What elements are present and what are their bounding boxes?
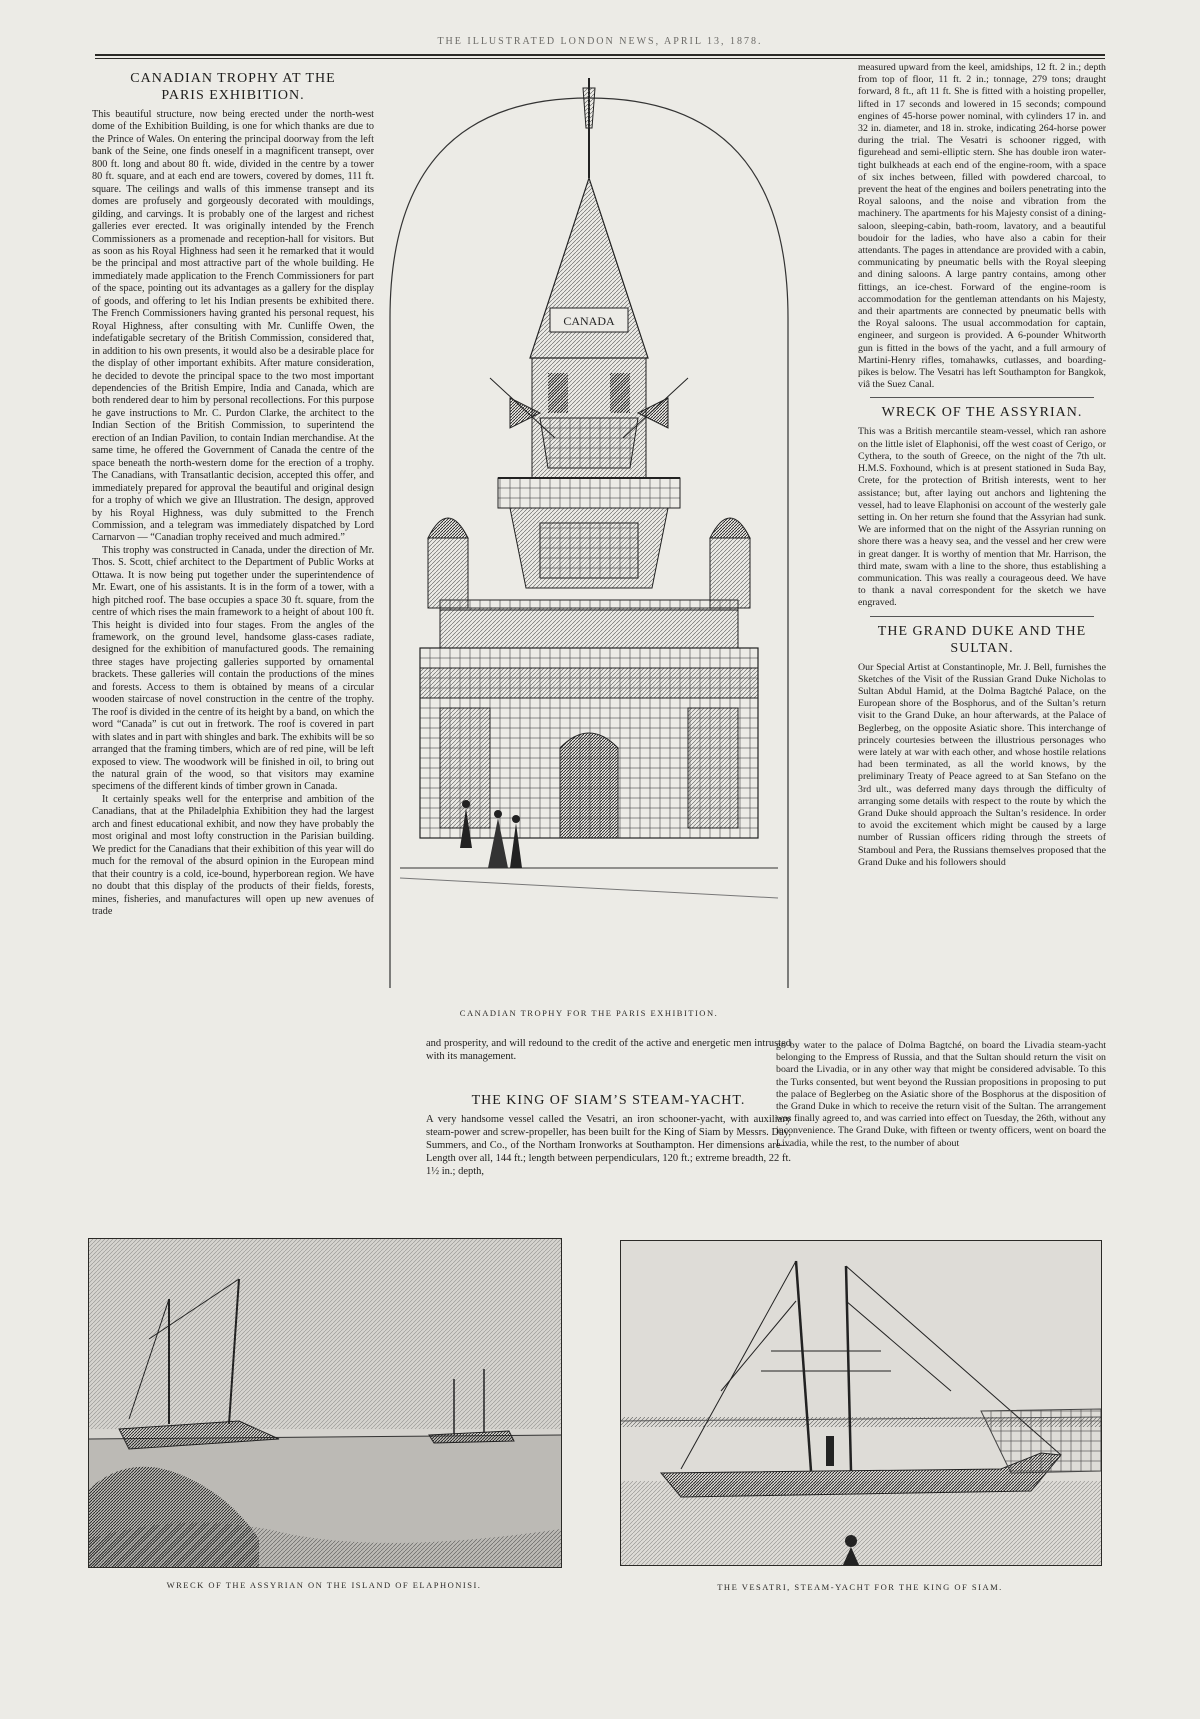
canadian-paragraph-4: and prosperity, and will redound to the credit of the active and energetic men intrusted with its management.	[426, 1038, 791, 1062]
canadian-heading-line-2: PARIS EXHIBITION.	[161, 88, 305, 103]
assyrian-heading: WRECK OF THE ASSYRIAN.	[881, 405, 1083, 421]
wreck-caption: WRECK OF THE ASSYRIAN ON THE ISLAND OF ELAPHONISI.	[166, 1580, 482, 1590]
siam-continuation	[426, 1038, 791, 1066]
siam-paragraph-1: A very handsome vessel called the Vesatri, an iron schooner-yacht, with auxiliary steam-power and screw-propeller, has been built for the King of Siam by Messrs. Day, Summers, and Co., of the Northam Ironworks at Southampton. Her dimensions are—Length over all, 144 ft.; length between perpendiculars, 120 ft.; extreme breadth, 22 ft. 1½ in.; depth,	[426, 1114, 791, 1177]
siam-article	[426, 1092, 791, 1212]
canada-sign: CANADA	[563, 314, 615, 328]
vesatri-caption: THE VESATRI, STEAM-YACHT FOR THE KING OF SIAM.	[717, 1582, 1003, 1592]
top-rule	[95, 54, 1105, 56]
grandduke-continuation	[776, 1040, 1106, 1212]
divider	[870, 616, 1094, 617]
canadian-trophy-illustration	[380, 68, 798, 998]
masthead: THE ILLUSTRATED LONDON NEWS, APRIL 13, 1878.	[437, 36, 763, 47]
vesatri-engraving	[621, 1241, 1101, 1565]
siam-paragraph-2: measured upward from the keel, amidships, 12 ft. 2 in.; depth from top of floor, 11 ft. 2 in.; tonnage, 279 tons; draught forward, 8 ft., aft 11 ft. She is fitted with a hoisting propeller, lifted in 17 seconds and lowered in 15 seconds; compound engines of 45-horse power nominal, with cylinders 17 in. and 32 in. diameter, and 18 in. stroke, indicating 264-horse power during the trial. The Vesatri is schooner rigged, with figurehead and semi-elliptic stern. She has double iron water-tight bulkheads at each end of the engine-room, with a space of six inches between, filled with powdered charcoal, to prevent the heat of the engines and boilers penetrating into the Royal saloons, and the noise and vibration from the machinery. The apartments for his Majesty consist of a dining-saloon, sleeping-cabin, bath-room, lavatory, and a beautiful boudoir for the ladies, who have also a cabin for their attendants. The pages in attendance are provided with a cabin, communicating by pneumatic bells with the Royal sleeping and dining saloons. A large pantry contains, among other fittings, an ice-chest. Forward of the engine-room is accommodation for the gentleman attendants on his Majesty, and their apartments are connected by pneumatic bells with the Royal saloons. The usual accommodation for captain, engineer, and surgeon is provided. A 6-pounder Whitworth gun is fitted in the bows of the yacht, and a full armoury of Martini-Henry rifles, tomahawks, cutlasses, and boarding-pikes is below. The Vesatri has left Southampton for Bangkok, viâ the Suez Canal.	[858, 62, 1106, 391]
wreck-illustration	[88, 1238, 562, 1568]
grandduke-heading-line-2: SULTAN.	[950, 640, 1014, 656]
grandduke-heading	[858, 623, 1106, 657]
trophy-caption: CANADIAN TROPHY FOR THE PARIS EXHIBITION.	[459, 1008, 719, 1018]
assyrian-paragraph-1: This was a British mercantile steam-vessel, which ran ashore on the little islet of Elaphonisi, off the west coast of Cerigo, or Cythera, to the south of Greece, on the night of the 7th ult. H.M.S. Foxhound, which is at present stationed in Suda Bay, Crete, for the protection of British interests, went to her assistance; but, after laying out anchors and lightening the vessel, had to leave Elaphonisi on account of the westerly gale setting in. On her return she found that the Assyrian had sunk. We are informed that on the night of the Assyrian running on shore there was a heavy sea, and the vessel and her crew were in great danger. It is worthy of mention that Mr. Harrison, the third mate, swam with a line to the shore, thus establishing a communication. This was really a courageous deed. We have to thank a naval correspondent for the sketch we have engraved.	[858, 426, 1106, 609]
canadian-trophy-heading	[92, 70, 374, 104]
wreck-engraving	[89, 1239, 561, 1567]
canadian-paragraph-1: This beautiful structure, now being erected under the north-west dome of the Exhibition Building, is one for which thanks are due to the Prince of Wales. On entering the principal doorway from the left bank of the Seine, one finds oneself in a magnificent transept, over 800 ft. long and about 80 ft. wide, divided in the centre by a tower 80 ft. square, and at each end are towers, covered by domes, 111 ft. square. The ceilings and walls of this immense transept and its domes are profusely and gorgeously decorated with mouldings, gilding, and carvings. It is probably one of the largest and richest galleries ever erected. It was originally intended by the French Commissioners as a promenade and reception-hall for visitors. But as soon as his Royal Highness had seen it he remarked that it would be the principal and most attractive part of the whole building. He immediately made application to the French Commissioners for part of the space, pointing out its advantages as a gallery for the display of goods, and offering to let his Indian presents be exhibited there. The French Commissioners having granted his personal request, his Royal Highness, after consulting with Mr. Cunliffe Owen, the indefatigable secretary of the British Commission, considered that, in addition to his own presents, it would also be a desirable place for the display of other important exhibits. After mature consideration, he decided to devote the principal space to the two most important dependencies of the British Empire, India and Canada, which are both rendered dear to him by personal recollections. For this purpose he gave instructions to Mr. C. Purdon Clarke, the architect to the Indian Section of the British Commission, to superintend the erection of an Indian Pavilion, to contain Indian merchandise. At the same time, he offered the Government of Canada the centre of the space beneath the north-western dome for the erection of a trophy. The Canadians, with Transatlantic decision, accepted this offer, and immediately prepared for approval the beautiful and original design for a trophy of which we give an Illustration. The design, approved by his Royal Highness, was duly submitted to the French Commission, and a telegram was immediately dispatched by Lord Carnarvon — “Canadian trophy received and much admired.”	[92, 109, 374, 544]
grandduke-paragraph-1: Our Special Artist at Constantinople, Mr. J. Bell, furnishes the Sketches of the Visit of the Russian Grand Duke Nicholas to Sultan Abdul Hamid, at the Dolma Bagtché Palace, on the European shore of the Bosphorus, and of the Sultan’s return visit to the Grand Duke, an hour afterwards, at the Palace of Beglerbeg, on the opposite Asiatic shore. This interchange of princely courtesies between the illustrious personages who were lately at war with each other, and whose hostile relations had been terminated, as all the world knows, by the preliminary Treaty of Peace agreed to at San Stefano on the 3rd ult., was deferred many days through the difficulty of arranging some details with respect to the route by which the Grand Duke should approach the Sultan’s residence. In order to avoid the excitement which might be caused by a large number of Russian officers riding through the streets of Stamboul and Pera, the Russians themselves proposed that the Grand Duke and his followers should	[858, 661, 1106, 868]
grandduke-paragraph-2: go by water to the palace of Dolma Bagtché, on board the Livadia steam-yacht belonging to the Empress of Russia, and that the Sultan should return the visit on board the Livadia, or in any other way that might be considered advisable. To this the Turks consented, but went beyond the Russian propositions in proposing to put the palace of Beglerbeg on the Asiatic shore of the Bosphorus at the disposition of the Grand Duke in which to receive the return visit of the Sultan. The arrangement was finally agreed to, and was carried into effect on Tuesday, the 26th, without any inconvenience. The Grand Duke, with fifteen or twenty officers, went on board the Livadia, while the rest, to the number of about	[776, 1040, 1106, 1149]
vesatri-illustration	[620, 1240, 1102, 1566]
canadian-heading-line-1: CANADIAN TROPHY AT THE	[130, 71, 336, 86]
divider	[870, 397, 1094, 398]
top-rule-thin	[95, 58, 1105, 59]
grandduke-heading-line-1: THE GRAND DUKE AND THE	[877, 623, 1087, 639]
trophy-engraving	[380, 68, 798, 998]
canadian-paragraph-2: This trophy was constructed in Canada, under the direction of Mr. Thos. S. Scott, chief architect to the Department of Public Works at Ottawa. It is now being put together under the superintendence of Mr. Ewart, one of his assistants. It is in the form of a tower, with a high pitched roof. The base occupies a space 30 ft. square, from the centre of which rises the main framework to a height of about 100 ft. This height is divided into four stages. From the angles of the framework, on the ground level, handsome glass-cases radiate, designed for the exhibition of manufactured goods. The remaining three stages have projecting galleries supported by ornamental brackets. These galleries will contain the productions of the mines and forests. Access to them is obtained by means of a circular wooden staircase of novel construction in the centre of the trophy. The roof is divided in the centre of its height by a band, on which the word “Canada” is cut out in fretwork. The roof is covered in part with slates and in part with shingles and bark. The exhibits will be so arranged that the framing timbers, which are of red pine, will be left exposed to view. The woodwork will be finished in oil, to bring out the natural grain of the wood, so that visitors may examine specimens of the different kinds of timber grown in Canada.	[92, 544, 374, 793]
canadian-trophy-article	[92, 70, 374, 1080]
canadian-paragraph-3: It certainly speaks well for the enterprise and ambition of the Canadians, that at the Philadelphia Exhibition they had the largest arch and finest educational exhibit, and now they have probably the most original and most lofty construction in the Parisian building. We predict for the Canadians that their exhibition of this year will do much for the removal of the absurd opinion in the European mind that their country is a cold, ice-bound, hyperborean region. We have no doubt that this display of the products of their fields, forests, mines, fisheries, and manufactures will open up new avenues of trade	[92, 793, 374, 917]
canadian-body	[92, 109, 374, 918]
siam-heading: THE KING OF SIAM’S STEAM-YACHT.	[471, 1093, 746, 1108]
